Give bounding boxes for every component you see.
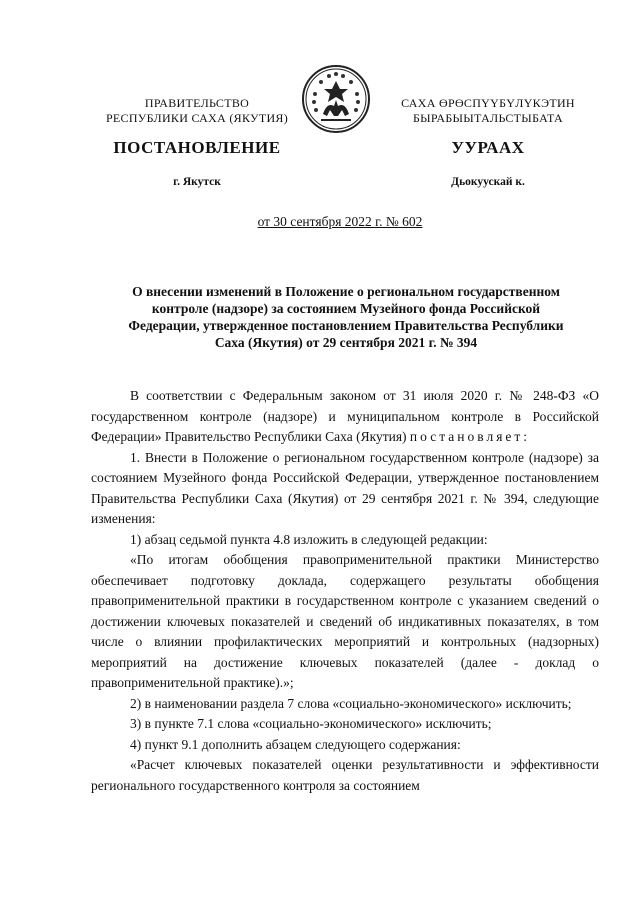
paragraph-preamble — [91, 386, 599, 448]
title-line2: контроле (надзоре) за состоянием Музейного фонда Российской — [151, 301, 541, 316]
document-title — [92, 283, 600, 351]
title-line1: О внесении изменений в Положение о региональном государственном — [132, 284, 560, 299]
paragraph-subitem-4: 4) пункт 9.1 дополнить абзацем следующего содержания: — [130, 736, 461, 752]
header-left-org — [92, 96, 302, 126]
doc-type-ru: ПОСТАНОВЛЕНИЕ — [113, 138, 281, 157]
paragraph-subitem-3: 3) в пункте 7.1 слова «социально-экономического» исключить; — [130, 716, 492, 731]
city-sah: Дьокуускай к. — [451, 176, 525, 188]
doc-type-sah: УУРААХ — [451, 138, 525, 157]
preamble-text: В соответствии с Федеральным законом от 31 июля 2020 г. № 248-ФЗ «О государственном контроле (надзоре) и муниципальном контроле в Российской Федерации» Правительство Республики Саха (Якутия) — [91, 388, 599, 444]
title-line3: Федерации, утвержденное постановлением Правительства Республики — [128, 318, 564, 333]
paragraph-quote-2: «Расчет ключевых показателей оценки результативности и эффективности регионального государственного контроля за состоянием — [91, 757, 599, 793]
header-left-line2: РЕСПУБЛИКИ САХА (ЯКУТИЯ) — [105, 111, 289, 125]
coat-of-arms-icon — [301, 64, 371, 134]
date-number-line: от 30 сентября 2022 г. № 602 — [257, 214, 423, 229]
city-ru: г. Якутск — [173, 176, 221, 188]
header-right-org — [378, 96, 598, 126]
paragraph-quote-1: «По итогам обобщения правоприменительной практики Министерство обеспечивает подготовку доклада, содержащего результаты обобщения правоприменительной практики в государственном контроле с указанием сведений о достижении ключевых показателей и сведений об индикативных показателях, в том числе о влиянии профилактических мероприятий и контрольных (надзорных) мероприятий на достижение ключевых показателей (далее - доклад о правоприменительной практике).»; — [91, 552, 599, 690]
paragraph-subitem-2: 2) в наименовании раздела 7 слова «социально-экономического» исключить; — [130, 695, 572, 711]
document-body — [91, 386, 599, 796]
header-left-line1: ПРАВИТЕЛЬСТВО — [144, 96, 250, 110]
paragraph-subitem-1: 1) абзац седьмой пункта 4.8 изложить в следующей редакции: — [130, 531, 488, 547]
header-right-line2: БЫРАБЫЫТАЛЬСТЫБАТА — [412, 111, 564, 125]
paragraph-item-1: 1. Внести в Положение о региональном государственном контроле (надзоре) за состоянием Музейного фонда Российской Федерации, утвержденное постановлением Правительства Республики Саха (Якутия) от 29 сентября 2021 г. № 394, следующие изменения: — [91, 449, 599, 526]
resolves-word: постановляет: — [409, 429, 531, 444]
header-right-line1: САХА ӨРӨСПҮҮБҮЛҮКЭТИН — [401, 96, 575, 110]
title-line4: Саха (Якутия) от 29 сентября 2021 г. № 394 — [214, 335, 478, 350]
